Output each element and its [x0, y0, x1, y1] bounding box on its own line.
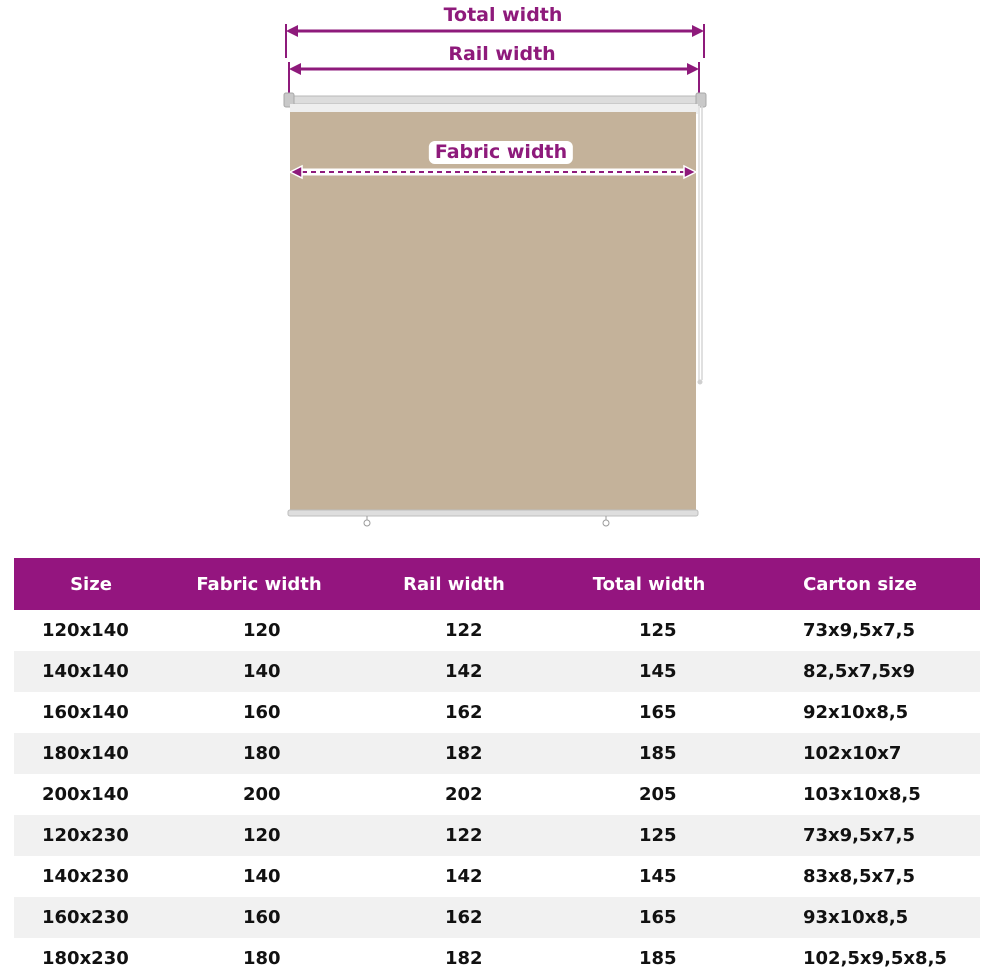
cell-total-width: 165 — [558, 897, 740, 938]
cell-rail-width: 202 — [445, 784, 483, 805]
cell-fabric-width: 180 — [243, 948, 281, 969]
cell-size: 160x230 — [14, 897, 168, 938]
table-row — [14, 856, 980, 897]
bottom-bar — [288, 510, 698, 526]
rail-width-label: Rail width — [448, 43, 556, 65]
cell-rail-width: 122 — [445, 620, 483, 641]
table-row — [14, 733, 980, 774]
cell-total-width: 125 — [558, 815, 740, 856]
cell-fabric-width: 120 — [168, 815, 350, 856]
cell-size: 180x140 — [14, 733, 168, 774]
cell-total-width: 185 — [558, 733, 740, 774]
headrail — [284, 93, 706, 114]
table-header-row — [14, 558, 980, 610]
cell-size: 200x140 — [42, 784, 129, 805]
cell-carton-size: 83x8,5x7,5 — [803, 866, 916, 887]
size-table — [14, 558, 980, 979]
cell-fabric-width: 200 — [243, 784, 281, 805]
table-row — [14, 774, 980, 815]
cell-total-width: 205 — [639, 784, 677, 805]
cell-carton-size: 92x10x8,5 — [803, 702, 909, 723]
cell-size: 140x230 — [42, 866, 129, 887]
cell-carton-size: 93x10x8,5 — [740, 897, 980, 938]
cell-fabric-width: 160 — [168, 897, 350, 938]
rail-width-dimension — [289, 62, 699, 96]
cell-rail-width: 162 — [350, 897, 558, 938]
cell-rail-width: 142 — [350, 651, 558, 692]
header-fabric-width: Fabric width — [168, 558, 350, 610]
table-row — [14, 610, 980, 651]
cell-size: 120x230 — [14, 815, 168, 856]
cell-rail-width: 182 — [445, 948, 483, 969]
pull-chain — [698, 106, 703, 385]
cell-carton-size: 73x9,5x7,5 — [803, 620, 916, 641]
total-width-label: Total width — [443, 4, 563, 26]
cell-fabric-width: 140 — [243, 866, 281, 887]
header-size: Size — [14, 558, 168, 610]
table-row — [14, 815, 980, 856]
table-row — [14, 651, 980, 692]
cell-carton-size: 73x9,5x7,5 — [740, 815, 980, 856]
cell-rail-width: 182 — [350, 733, 558, 774]
cell-size: 180x230 — [42, 948, 129, 969]
table-body — [14, 610, 980, 979]
cell-total-width: 145 — [639, 866, 677, 887]
cell-fabric-width: 140 — [168, 651, 350, 692]
cell-size: 160x140 — [42, 702, 129, 723]
cell-size: 140x140 — [14, 651, 168, 692]
cell-rail-width: 162 — [445, 702, 483, 723]
header-total-width: Total width — [558, 558, 740, 610]
cell-rail-width: 122 — [350, 815, 558, 856]
table-row — [14, 692, 980, 733]
table-row — [14, 897, 980, 938]
cell-carton-size: 102x10x7 — [740, 733, 980, 774]
header-carton-size: Carton size — [740, 558, 980, 610]
cell-carton-size: 82,5x7,5x9 — [740, 651, 980, 692]
table-row — [14, 938, 980, 979]
cell-total-width: 125 — [639, 620, 677, 641]
cell-size: 120x140 — [42, 620, 129, 641]
cell-total-width: 165 — [639, 702, 677, 723]
cell-carton-size: 102,5x9,5x8,5 — [803, 948, 947, 969]
cell-total-width: 145 — [558, 651, 740, 692]
cell-fabric-width: 160 — [243, 702, 281, 723]
fabric-width-label: Fabric width — [429, 141, 573, 164]
header-rail-width: Rail width — [350, 558, 558, 610]
cell-rail-width: 142 — [445, 866, 483, 887]
cell-carton-size: 103x10x8,5 — [803, 784, 921, 805]
cell-fabric-width: 120 — [243, 620, 281, 641]
cell-total-width: 185 — [639, 948, 677, 969]
cell-fabric-width: 180 — [168, 733, 350, 774]
